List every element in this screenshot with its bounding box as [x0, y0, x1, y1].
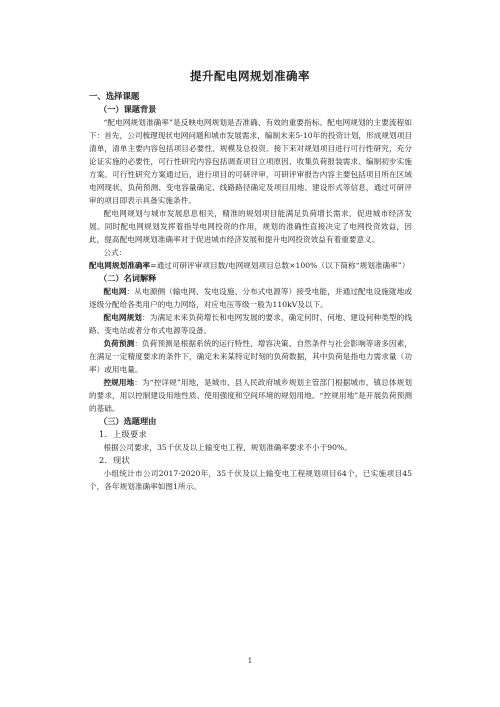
term-name: 负荷预测	[103, 339, 135, 348]
paragraph-background-1: “配电网规划准确率”是反映电网规划是否准确、有效的重要指标。配电网规划的主要流程如下：首先，公司梳理现状电网问题和城市发展需求，编制未来5-10年的投资计划，形成规划项目清单，清单主要内容包括项目必要性、规模及总投资。接下来对规划项目进行可行性研究，充分论证实施的必要性，可行性研究内容包括调查项目立项原因、收集负荷报装需求、编制初步实施方案。可行性研究方案通过后，进行项目的可研评审，可研评审报告内容主要包括项目所在区域电网现状、负荷预测、变电容量确定、线路路径确定及项目用地、建设形式等信息，通过可研评审的项目即表示具备实施条件。	[89, 118, 413, 205]
reason-text-status: 小组统计市公司2017-2020年，35千伏及以上输变电工程规划项目64个，已实施项目45个，各年规划准确率如图1所示。	[89, 469, 412, 491]
formula-line	[89, 259, 412, 272]
term-text: ：为满足未来负荷增长和电网发展的要求，确定何时、何地、建设何种类型的线路、变电站或者分布式电源等设备。	[89, 313, 413, 335]
document-body	[89, 90, 412, 493]
reason-text-requirement: 根据公司要求，35千伏及以上输变电工程，规划准确率要求不小于90%。	[103, 443, 352, 452]
term-text: ：负荷预测是根据系统的运行特性、增容决策、自然条件与社会影响等诸多因素，在满足一定精度要求的条件下，确定未来某特定时刻的负荷数据，其中负荷是指电力需求量（功率）或用电量。	[89, 339, 413, 374]
paragraph-background-2: 配电网规划与城市发展息息相关，精准的规划项目能满足负荷增长需求，促进城市经济发展。同时配电网规划发挥着指导电网投资的作用，规划的准确性直接决定了电网投资效益，因此，提高配电网规划准确率对于促进城市经济发展和提升电网投资效益有着重要意义。	[89, 209, 412, 244]
subsection-heading-background: （一）课题背景	[99, 104, 157, 114]
reason-heading-status: 2．现状	[99, 455, 130, 465]
term-text: ：为“控详规”用地，是城市、县人民政府城乡规划主管部门根据城市、镇总体规划的要求，用以控制建设用地性质、使用强度和空间环境的规划用地。“控规用地”是开展负荷预测的基础。	[89, 378, 412, 413]
formula-expression: =通过可研评审项目数/电网规划项目总数×100%（以下简称“规划准确率”）	[150, 261, 410, 270]
term-definition-regulatory-land	[89, 376, 412, 415]
term-definition-network-planning	[89, 311, 412, 337]
term-definition-load-forecast	[89, 337, 412, 376]
term-name: 配电网	[103, 287, 127, 296]
term-definition-distribution-network	[89, 285, 412, 311]
term-text: ：从电源侧（输电网、发电设施、分布式电源等）接受电能，并通过配电设施就地或逐级分配给各类用户的电力网络，对应电压等级一般为110kV及以下。	[89, 287, 412, 309]
term-name: 配电网规划	[103, 313, 143, 322]
subsection-heading-terms: （二）名词解释	[99, 273, 157, 283]
reason-heading-requirement: 1．上级要求	[99, 429, 147, 439]
term-name: 控规用地	[103, 378, 135, 387]
subsection-heading-reasons: （三）选题理由	[99, 416, 157, 426]
section-heading-select-topic: 一、选择课题	[89, 91, 140, 101]
formula-label: 公式：	[103, 248, 127, 257]
page-number: 1	[247, 657, 253, 665]
formula-term: 配电网规划准确率	[89, 261, 151, 270]
document-title: 提升配电网规划准确率	[190, 69, 310, 83]
